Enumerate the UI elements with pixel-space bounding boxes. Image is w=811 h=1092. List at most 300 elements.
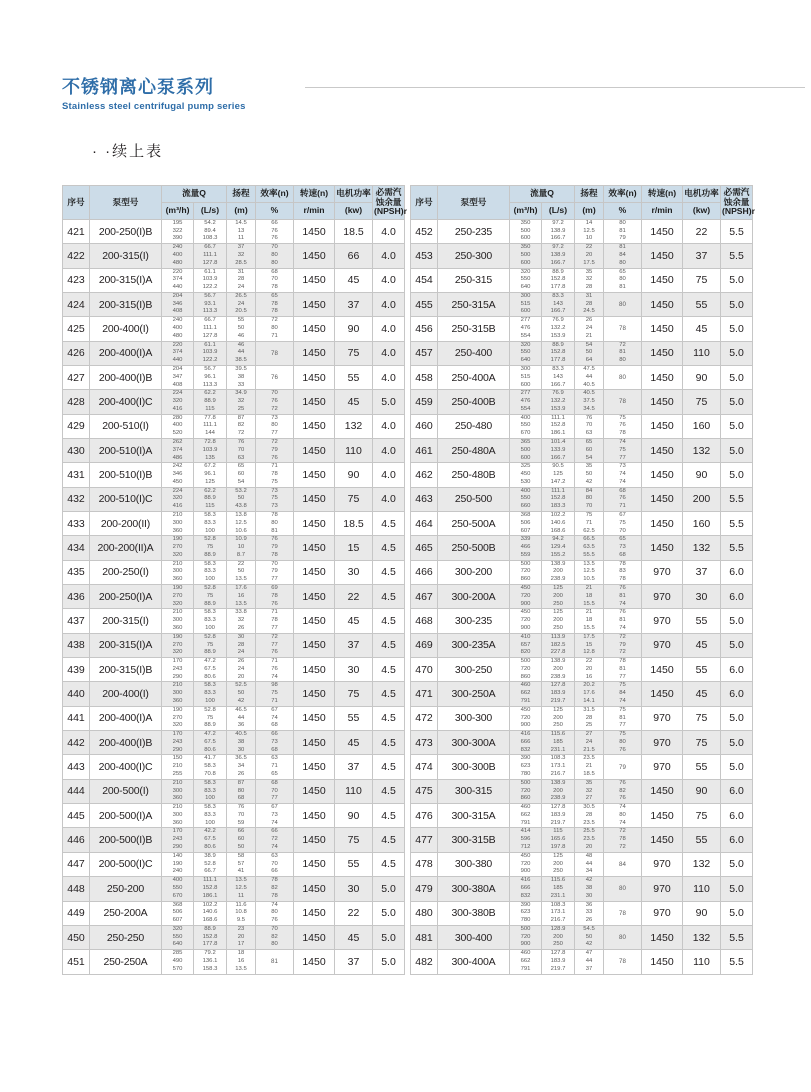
cell-flow-ls: 97.2 138.9 166.7 — [542, 244, 575, 268]
cell-no: 469 — [411, 633, 438, 657]
cell-model: 200-200(II)A — [90, 536, 162, 560]
cell-power: 45 — [335, 609, 373, 633]
cell-speed: 1450 — [294, 292, 335, 316]
cell-efficiency: 78 — [604, 901, 642, 925]
cell-speed: 1450 — [294, 706, 335, 730]
table-row — [63, 390, 405, 414]
cell-no: 457 — [411, 341, 438, 365]
cell-flow-m3h: 368 506 607 — [162, 901, 194, 925]
cell-head: 11.6 10.8 9.5 — [227, 901, 256, 925]
col-npsh-label: 必需汽蚀余量 — [375, 187, 402, 207]
cell-speed: 1450 — [642, 341, 683, 365]
cell-model: 300-200A — [438, 585, 510, 609]
cell-flow-m3h: 350 500 600 — [510, 244, 542, 268]
cell-flow-m3h: 500 720 860 — [510, 658, 542, 682]
cell-no: 474 — [411, 755, 438, 779]
cell-power: 132 — [683, 536, 721, 560]
cell-no: 425 — [63, 317, 90, 341]
cell-flow-ls: 127.8 183.9 219.7 — [542, 804, 575, 828]
cell-speed: 1450 — [294, 779, 335, 803]
cell-model: 300-300 — [438, 706, 510, 730]
col-no: 序号 — [63, 186, 90, 220]
cell-model: 300-380A — [438, 877, 510, 901]
cell-flow-ls: 47.2 67.5 80.6 — [194, 731, 227, 755]
cell-model: 200-250(I)B — [90, 219, 162, 243]
cell-power: 18.5 — [335, 219, 373, 243]
cell-flow-m3h: 210 300 360 — [162, 682, 194, 706]
cell-speed: 1450 — [294, 682, 335, 706]
cell-head: 17.6 16 13.5 — [227, 585, 256, 609]
cell-no: 482 — [411, 950, 438, 974]
cell-flow-ls: 97.2 138.9 166.7 — [542, 219, 575, 243]
cell-head: 20.2 17.6 14.1 — [575, 682, 604, 706]
cell-efficiency: 67 73 74 — [256, 804, 294, 828]
cell-model: 200-250(I)A — [90, 585, 162, 609]
cell-flow-ls: 127.8 183.9 219.7 — [542, 682, 575, 706]
cell-flow-ls: 58.3 83.3 100 — [194, 560, 227, 584]
cell-no: 481 — [411, 925, 438, 949]
cell-flow-ls: 138.9 200 238.9 — [542, 658, 575, 682]
cell-flow-ls: 128.9 200 250 — [542, 925, 575, 949]
cell-npsh: 5.5 — [721, 536, 753, 560]
cell-model: 250-400 — [438, 341, 510, 365]
cell-flow-ls: 62.2 88.9 115 — [194, 390, 227, 414]
cell-efficiency: 80 81 79 — [604, 219, 642, 243]
cell-speed: 1450 — [294, 828, 335, 852]
cell-efficiency: 78 — [256, 341, 294, 365]
cell-power: 22 — [683, 219, 721, 243]
table-row — [411, 317, 753, 341]
col-model: 泵型号 — [90, 186, 162, 220]
cell-flow-ls: 90.5 125 147.2 — [542, 463, 575, 487]
cell-model: 200-400(I)C — [90, 755, 162, 779]
table-row — [411, 755, 753, 779]
cell-npsh: 5.0 — [721, 292, 753, 316]
cell-model: 300-250 — [438, 658, 510, 682]
cell-speed: 1450 — [294, 609, 335, 633]
table-row — [63, 682, 405, 706]
cell-no: 452 — [411, 219, 438, 243]
cell-efficiency: 80 — [604, 925, 642, 949]
table-row — [63, 609, 405, 633]
cell-head: 54 50 64 — [575, 341, 604, 365]
cell-power: 75 — [335, 341, 373, 365]
cell-power: 45 — [683, 633, 721, 657]
cell-model: 200-400(I)B — [90, 731, 162, 755]
cell-speed: 1450 — [294, 341, 335, 365]
table-row — [411, 219, 753, 243]
cell-speed: 1450 — [294, 901, 335, 925]
cell-npsh: 4.5 — [373, 731, 405, 755]
cell-no: 422 — [63, 244, 90, 268]
cell-model: 300-300A — [438, 731, 510, 755]
cell-efficiency: 78 — [604, 950, 642, 974]
cell-no: 424 — [63, 292, 90, 316]
cell-no: 461 — [411, 438, 438, 462]
table-row — [411, 438, 753, 462]
cell-flow-ls: 115.6 185 231.1 — [542, 877, 575, 901]
cell-model: 300-380 — [438, 852, 510, 876]
cell-flow-ls: 77.8 111.1 144 — [194, 414, 227, 438]
cell-no: 475 — [411, 779, 438, 803]
cell-npsh: 4.0 — [373, 341, 405, 365]
table-body-right — [411, 219, 753, 974]
cell-speed: 1450 — [642, 365, 683, 389]
cell-npsh: 4.0 — [373, 438, 405, 462]
cell-flow-ls: 67.2 96.1 125 — [194, 463, 227, 487]
cell-power: 132 — [683, 925, 721, 949]
cell-npsh: 4.0 — [373, 317, 405, 341]
cell-model: 300-315A — [438, 804, 510, 828]
cell-npsh: 5.0 — [721, 731, 753, 755]
table-row — [411, 658, 753, 682]
cell-flow-m3h: 140 190 240 — [162, 852, 194, 876]
cell-speed: 1450 — [294, 925, 335, 949]
cell-efficiency: 74 80 74 — [604, 804, 642, 828]
cell-speed: 1450 — [294, 804, 335, 828]
table-row — [63, 779, 405, 803]
cell-flow-ls: 111.1 152.8 183.3 — [542, 487, 575, 511]
cell-power: 45 — [335, 390, 373, 414]
table-row — [411, 779, 753, 803]
cell-power: 160 — [683, 414, 721, 438]
cell-flow-ls: 61.1 103.9 122.2 — [194, 268, 227, 292]
table-row — [63, 536, 405, 560]
table-row — [63, 560, 405, 584]
page-title-cn: 不锈钢离心泵系列 — [62, 77, 214, 97]
cell-head: 66.5 63.5 55.5 — [575, 536, 604, 560]
cell-efficiency: 71 78 75 — [256, 463, 294, 487]
cell-speed: 1450 — [294, 414, 335, 438]
cell-npsh: 5.0 — [721, 609, 753, 633]
cell-flow-ls: 111.1 152.8 186.1 — [194, 877, 227, 901]
cell-npsh: 4.5 — [373, 779, 405, 803]
cell-head: 35 32 27 — [575, 779, 604, 803]
cell-npsh: 5.5 — [721, 219, 753, 243]
cell-model: 200-500(I)C — [90, 852, 162, 876]
cell-speed: 1450 — [294, 536, 335, 560]
cell-efficiency: 75 84 74 — [604, 682, 642, 706]
cell-power: 22 — [335, 901, 373, 925]
cell-power: 45 — [335, 925, 373, 949]
cell-model: 250-250 — [90, 925, 162, 949]
table-row — [411, 512, 753, 536]
cell-efficiency: 73 74 74 — [604, 463, 642, 487]
table-row — [411, 560, 753, 584]
cell-speed: 1450 — [642, 950, 683, 974]
table-row — [63, 828, 405, 852]
cell-flow-ls: 125 200 250 — [542, 706, 575, 730]
cell-power: 90 — [683, 779, 721, 803]
cell-flow-ls: 76.9 132.2 153.9 — [542, 390, 575, 414]
col-npsh — [721, 186, 753, 220]
cell-flow-ls: 38.9 52.8 66.7 — [194, 852, 227, 876]
cell-efficiency: 78 83 78 — [604, 560, 642, 584]
cell-flow-ls: 56.7 96.1 113.3 — [194, 365, 227, 389]
cell-npsh: 5.5 — [721, 244, 753, 268]
cell-power: 90 — [683, 463, 721, 487]
cell-speed: 970 — [642, 731, 683, 755]
cell-efficiency: 67 75 70 — [604, 512, 642, 536]
cell-no: 431 — [63, 463, 90, 487]
cell-npsh: 5.0 — [721, 463, 753, 487]
table-row — [63, 341, 405, 365]
cell-no: 470 — [411, 658, 438, 682]
cell-no: 468 — [411, 609, 438, 633]
cell-efficiency: 74 75 77 — [604, 438, 642, 462]
cell-model: 250-300 — [438, 244, 510, 268]
cell-power: 37 — [683, 560, 721, 584]
cell-head: 87 80 68 — [227, 779, 256, 803]
table-row — [63, 244, 405, 268]
col-efficiency: 效率(n) — [256, 186, 294, 203]
cell-efficiency: 76 — [256, 365, 294, 389]
cell-flow-m3h: 204 347 408 — [162, 365, 194, 389]
cell-npsh: 4.5 — [373, 585, 405, 609]
cell-no: 423 — [63, 268, 90, 292]
cell-head: 42 38 30 — [575, 877, 604, 901]
table-row — [63, 731, 405, 755]
cell-flow-m3h: 300 515 600 — [510, 365, 542, 389]
cell-head: 26 24 21 — [575, 317, 604, 341]
cell-no: 458 — [411, 365, 438, 389]
col-flow-ls: (L/s) — [542, 202, 575, 219]
cell-power: 55 — [683, 755, 721, 779]
cell-model: 200-500(I)A — [90, 804, 162, 828]
cell-speed: 1450 — [642, 414, 683, 438]
cell-model: 300-315 — [438, 779, 510, 803]
cell-head: 66 60 50 — [227, 828, 256, 852]
cell-efficiency: 63 70 66 — [256, 852, 294, 876]
cell-power: 75 — [683, 268, 721, 292]
cell-npsh: 4.5 — [373, 706, 405, 730]
col-power-unit: (kw) — [335, 202, 373, 219]
cell-speed: 970 — [642, 560, 683, 584]
cell-efficiency: 68 70 77 — [256, 779, 294, 803]
cell-no: 460 — [411, 414, 438, 438]
cell-head: 13.8 12.5 10.6 — [227, 512, 256, 536]
col-speed-unit: r/min — [294, 202, 335, 219]
cell-model: 250-480 — [438, 414, 510, 438]
cell-flow-ls: 58.3 83.3 100 — [194, 779, 227, 803]
cell-efficiency: 84 — [604, 852, 642, 876]
cell-efficiency: 66 76 76 — [256, 219, 294, 243]
cell-power: 110 — [683, 341, 721, 365]
cell-npsh: 5.0 — [721, 390, 753, 414]
cell-power: 90 — [335, 804, 373, 828]
cell-speed: 1450 — [294, 219, 335, 243]
cell-npsh: 5.0 — [721, 268, 753, 292]
cell-flow-ls: 111.1 152.8 186.1 — [542, 414, 575, 438]
cell-head: 76 70 63 — [575, 414, 604, 438]
cell-flow-ls: 66.7 111.1 127.8 — [194, 317, 227, 341]
cell-head: 30 28 24 — [227, 633, 256, 657]
cell-flow-m3h: 210 300 360 — [162, 609, 194, 633]
cell-model: 250-400B — [438, 390, 510, 414]
cell-head: 52.5 50 42 — [227, 682, 256, 706]
cell-flow-m3h: 242 346 450 — [162, 463, 194, 487]
cell-model: 250-500B — [438, 536, 510, 560]
table-row — [63, 852, 405, 876]
page-title-en: Stainless steel centrifugal pump series — [62, 100, 246, 112]
table-row — [63, 658, 405, 682]
cell-npsh: 6.0 — [721, 682, 753, 706]
cell-head: 27 24 21.5 — [575, 731, 604, 755]
cell-npsh: 5.5 — [721, 512, 753, 536]
cell-flow-m3h: 210 300 360 — [162, 779, 194, 803]
cell-npsh: 4.0 — [373, 365, 405, 389]
cell-no: 463 — [411, 487, 438, 511]
cell-no: 451 — [63, 950, 90, 974]
cell-npsh: 5.0 — [721, 877, 753, 901]
table-row — [63, 901, 405, 925]
cell-no: 439 — [63, 658, 90, 682]
table-row — [411, 268, 753, 292]
cell-flow-ls: 72.8 103.9 135 — [194, 438, 227, 462]
cell-head: 26 24 20 — [227, 658, 256, 682]
cell-npsh: 5.0 — [721, 341, 753, 365]
cell-no: 462 — [411, 463, 438, 487]
table-row — [411, 390, 753, 414]
cell-flow-ls: 62.2 88.9 115 — [194, 487, 227, 511]
col-npsh-unit: (NPSH)r — [374, 206, 407, 217]
cell-efficiency: 72 79 76 — [256, 438, 294, 462]
cell-flow-m3h: 416 666 832 — [510, 731, 542, 755]
cell-flow-m3h: 410 657 820 — [510, 633, 542, 657]
cell-no: 427 — [63, 365, 90, 389]
cell-power: 75 — [683, 706, 721, 730]
cell-npsh: 4.5 — [373, 852, 405, 876]
cell-model: 200-510(I)B — [90, 463, 162, 487]
cell-flow-m3h: 170 243 290 — [162, 731, 194, 755]
cell-no: 466 — [411, 560, 438, 584]
cell-model: 300-200 — [438, 560, 510, 584]
cell-npsh: 4.5 — [373, 828, 405, 852]
cell-flow-m3h: 390 623 780 — [510, 755, 542, 779]
table-row — [411, 487, 753, 511]
cell-npsh: 5.0 — [721, 901, 753, 925]
cell-efficiency: 73 75 73 — [256, 487, 294, 511]
cell-efficiency: 80 — [604, 877, 642, 901]
cell-power: 37 — [335, 292, 373, 316]
cell-npsh: 5.5 — [721, 925, 753, 949]
cell-model: 250-315A — [438, 292, 510, 316]
table-row — [411, 244, 753, 268]
table-row — [63, 512, 405, 536]
cell-no: 442 — [63, 731, 90, 755]
cell-npsh: 4.0 — [373, 268, 405, 292]
cell-npsh: 5.0 — [373, 950, 405, 974]
cell-speed: 1450 — [642, 682, 683, 706]
cell-flow-ls: 41.7 58.3 70.8 — [194, 755, 227, 779]
cell-flow-ls: 108.3 173.1 216.7 — [542, 755, 575, 779]
cell-efficiency: 76 81 74 — [604, 609, 642, 633]
continued-label: · ·续上表 — [92, 143, 164, 160]
right-table-wrapper — [410, 185, 755, 975]
cell-efficiency: 81 84 80 — [604, 244, 642, 268]
cell-speed: 1450 — [294, 755, 335, 779]
cell-no: 432 — [63, 487, 90, 511]
table-row — [63, 706, 405, 730]
cell-efficiency: 72 78 72 — [604, 828, 642, 852]
cell-model: 250-235 — [438, 219, 510, 243]
cell-no: 449 — [63, 901, 90, 925]
cell-head: 23 20 17 — [227, 925, 256, 949]
cell-npsh: 4.5 — [373, 536, 405, 560]
cell-power: 110 — [683, 877, 721, 901]
cell-model: 250-500A — [438, 512, 510, 536]
cell-flow-ls: 108.3 173.1 216.7 — [542, 901, 575, 925]
table-row — [63, 414, 405, 438]
table-row — [411, 804, 753, 828]
table-row — [63, 925, 405, 949]
table-row — [411, 901, 753, 925]
cell-model: 200-400(I) — [90, 682, 162, 706]
cell-head: 33.8 32 26 — [227, 609, 256, 633]
cell-head: 13.5 12.5 10.5 — [575, 560, 604, 584]
cell-no: 459 — [411, 390, 438, 414]
cell-flow-m3h: 460 662 791 — [510, 804, 542, 828]
cell-flow-m3h: 210 300 360 — [162, 512, 194, 536]
cell-flow-m3h: 450 720 900 — [510, 706, 542, 730]
cell-head: 31 28 24.5 — [575, 292, 604, 316]
cell-flow-m3h: 460 662 791 — [510, 682, 542, 706]
col-no: 序号 — [411, 186, 438, 220]
cell-efficiency: 67 74 68 — [256, 706, 294, 730]
cell-head: 10.9 10 8.7 — [227, 536, 256, 560]
cell-npsh: 6.0 — [721, 560, 753, 584]
cell-head: 25.5 23.5 20 — [575, 828, 604, 852]
cell-speed: 1450 — [294, 512, 335, 536]
cell-power: 45 — [335, 268, 373, 292]
cell-npsh: 5.5 — [721, 487, 753, 511]
cell-flow-ls: 138.9 200 238.9 — [542, 560, 575, 584]
cell-power: 22 — [335, 585, 373, 609]
cell-efficiency: 68 76 71 — [604, 487, 642, 511]
cell-head: 21 18 15.5 — [575, 585, 604, 609]
cell-no: 429 — [63, 414, 90, 438]
cell-flow-ls: 102.2 140.6 168.6 — [194, 901, 227, 925]
cell-speed: 1450 — [642, 219, 683, 243]
cell-efficiency: 78 81 77 — [604, 658, 642, 682]
cell-power: 132 — [335, 414, 373, 438]
cell-flow-m3h: 240 400 480 — [162, 317, 194, 341]
table-row — [63, 219, 405, 243]
cell-flow-m3h: 500 720 860 — [510, 779, 542, 803]
cell-flow-m3h: 450 720 900 — [510, 585, 542, 609]
cell-head: 76 70 63 — [227, 438, 256, 462]
cell-flow-m3h: 190 270 320 — [162, 633, 194, 657]
cell-no: 473 — [411, 731, 438, 755]
cell-model: 200-510(I) — [90, 414, 162, 438]
cell-head: 14 12.5 10 — [575, 219, 604, 243]
table-row — [411, 633, 753, 657]
cell-no: 453 — [411, 244, 438, 268]
cell-npsh: 5.0 — [373, 901, 405, 925]
cell-power: 55 — [683, 828, 721, 852]
cell-npsh: 6.0 — [721, 828, 753, 852]
table-row — [411, 731, 753, 755]
cell-efficiency: 75 80 76 — [604, 731, 642, 755]
cell-flow-m3h: 170 243 290 — [162, 828, 194, 852]
cell-model: 300-250A — [438, 682, 510, 706]
cell-flow-m3h: 320 550 640 — [162, 925, 194, 949]
col-head-unit: (m) — [575, 202, 604, 219]
cell-flow-ls: 56.7 93.1 113.3 — [194, 292, 227, 316]
cell-speed: 970 — [642, 901, 683, 925]
cell-efficiency: 76 82 76 — [604, 779, 642, 803]
cell-speed: 970 — [642, 877, 683, 901]
